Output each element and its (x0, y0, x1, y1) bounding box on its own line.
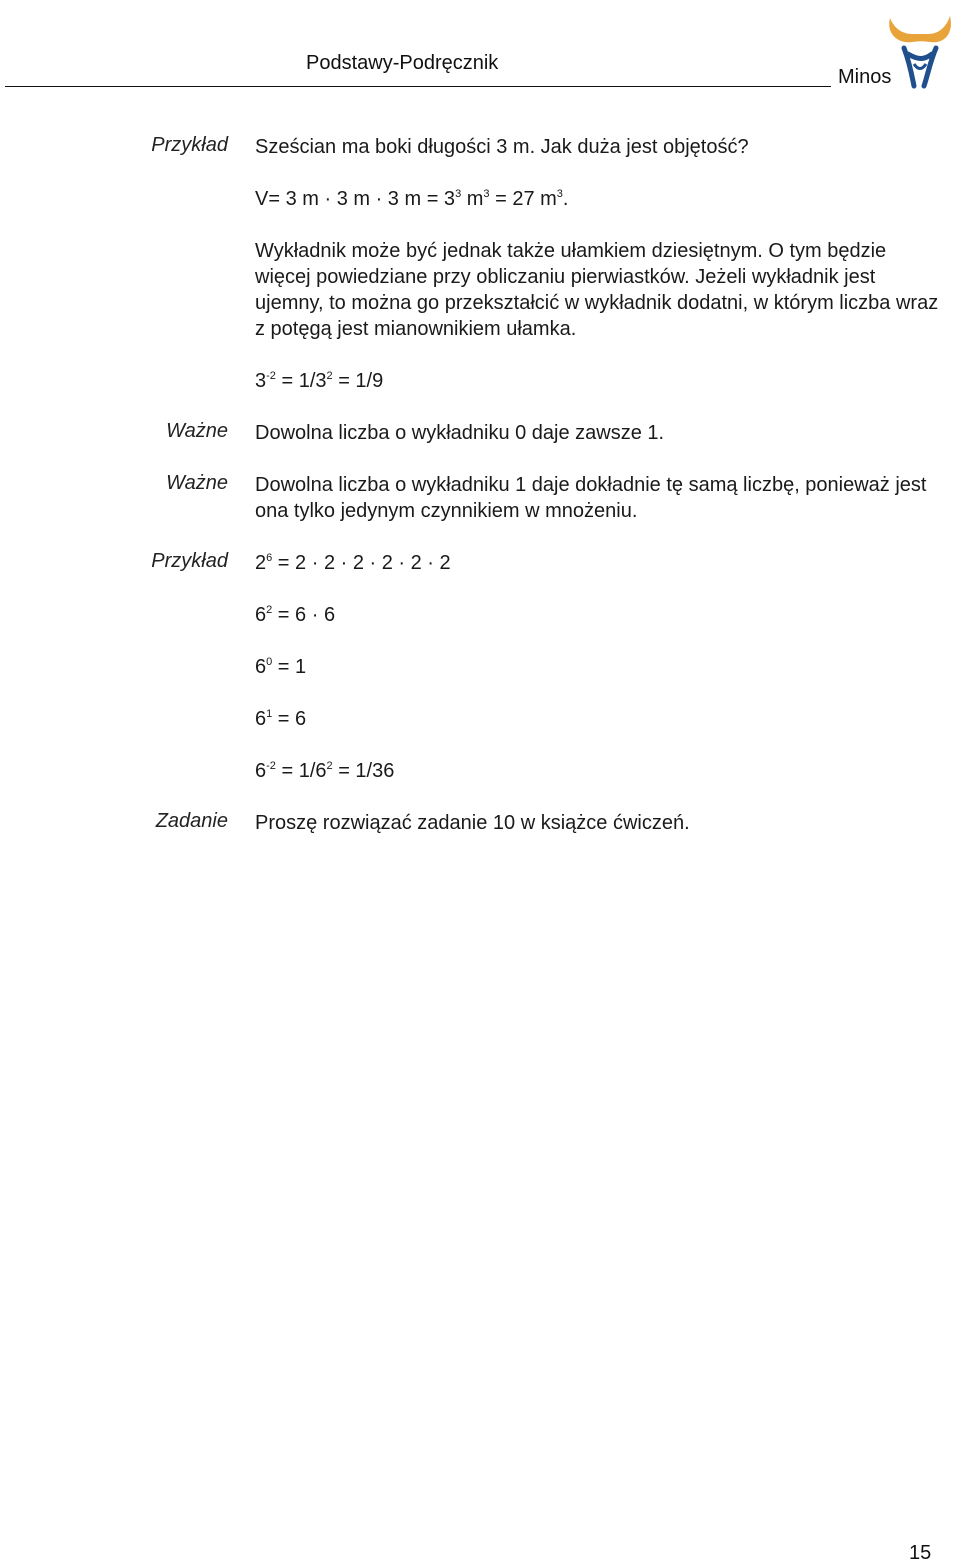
header-rule (5, 86, 831, 87)
label-task: Zadanie (155, 810, 228, 832)
label-important: Ważne (166, 472, 228, 494)
power-example: $2^6 = 2 \cdot 2 \cdot 2 \cdot 2 \cdot 2 \cdot 2$ (255, 552, 451, 574)
label-example: Przykład (151, 134, 228, 156)
power-example: $6^0 = 1$ (255, 656, 307, 678)
page-number: 15 (909, 1542, 932, 1564)
cube-question: Sześcian ma boki długości 3 m. Jak duża jest objętość? (255, 136, 749, 158)
minos-bull-logo-icon (884, 4, 956, 90)
power-example: $6^1 = 6$ (255, 708, 307, 730)
power-example: $6^{-2} = 1/6^2 = 1/36$ (255, 760, 395, 782)
volume-formula: V= 3 m · 3 m · 3 $m = 3^3$ $m^3 = 27$ $m^3$. (255, 188, 569, 210)
exponent-paragraph: Wykładnik może być jednak także ułamkiem dziesiętnym. O tym będzie więcej powiedziane przy obliczaniu pierwiastków. Jeżeli wykładnik jest ujemny, to można go przekształcić w wykładnik dodatni, w którym liczba wraz z potęgą jest mianownikiem ułamka. (255, 240, 939, 340)
important-text-2: Dowolna liczba o wykładniku 1 daje dokładnie tę samą liczbę, ponieważ jest ona tylko jedynym czynnikiem w mnożeniu. (255, 474, 927, 522)
header-title: Podstawy-Podręcznik (306, 52, 499, 74)
label-important: Ważne (166, 420, 228, 442)
task-text: Proszę rozwiązać zadanie 10 w książce ćwiczeń. (255, 812, 690, 834)
power-example: $6^2 = 6 \cdot 6$ (255, 604, 336, 626)
label-example: Przykład (151, 550, 228, 572)
header-brand: Minos (838, 66, 892, 88)
negative-exponent-example: $3^{-2} = 1/3^2 = 1/9$ (255, 370, 384, 392)
important-text-1: Dowolna liczba o wykładniku 0 daje zawsze 1. (255, 422, 665, 444)
